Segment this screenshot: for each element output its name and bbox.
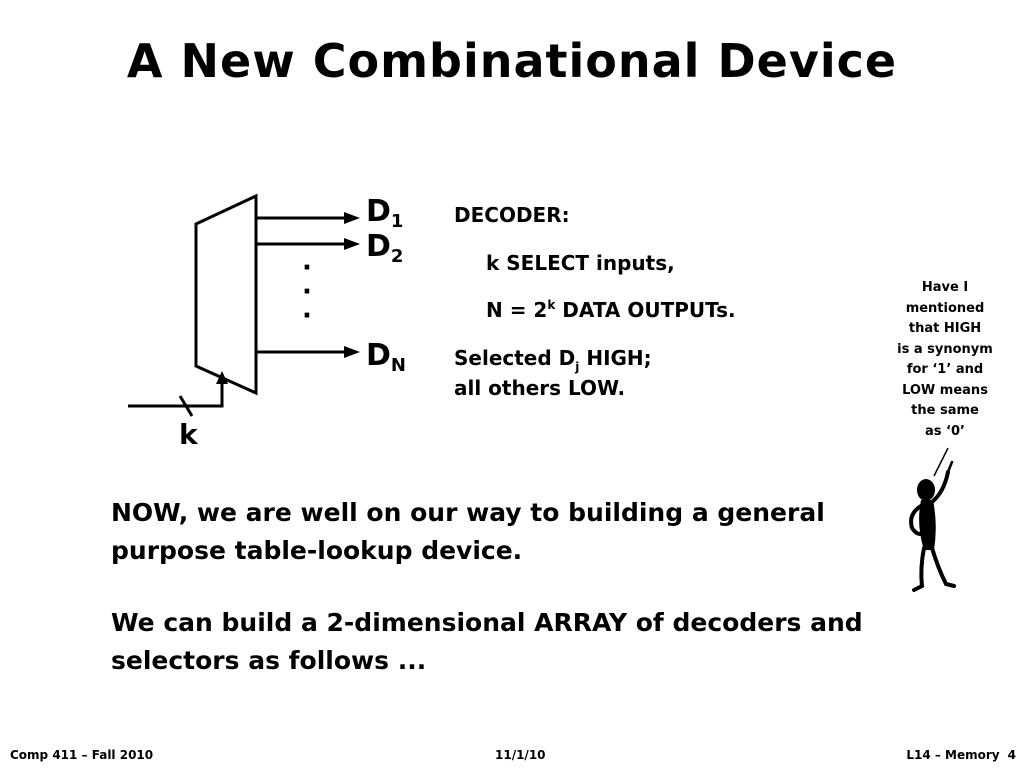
output-label-1: $D_1$	[366, 194, 404, 232]
select-label: k	[179, 418, 198, 451]
paragraph-now-line-1: NOW, we are well on our way to building a general	[111, 498, 825, 527]
decoder-line-select: k SELECT inputs,	[486, 251, 675, 275]
paragraph-now-line-2: purpose table-lookup device.	[111, 536, 523, 565]
footer-slide-info: L14 – Memory 4	[906, 748, 1016, 762]
ellipsis: · · ·	[302, 253, 312, 331]
footer-date: 11/1/10	[495, 748, 546, 762]
paragraph-array-line-1: We can build a 2-dimensional ARRAY of decoders and	[111, 608, 863, 637]
paragraph-array-line-2: selectors as follows ...	[111, 646, 427, 675]
stick-figure-icon	[890, 440, 1000, 600]
paragraph-now	[111, 494, 825, 570]
speech-bubble-text: Have I mentioned that HIGH is a synonym for ‘1’ and LOW means the same as ‘0’	[897, 280, 993, 439]
output-label-2: $D_2$	[366, 229, 404, 267]
decoder-line-selected: Selected $D_j$ HIGH;	[454, 346, 652, 374]
decoder-line-others: all others LOW.	[454, 376, 626, 400]
select-input-line	[128, 371, 228, 416]
output-line-n	[256, 346, 360, 358]
slide-title: A New Combinational Device	[126, 34, 898, 88]
footer-course: Comp 411 – Fall 2010	[10, 748, 154, 762]
speech-pointer	[934, 448, 948, 476]
decoder-body	[196, 196, 256, 393]
decoder-line-outputs: $N = 2^k$ DATA OUTPUTs.	[486, 298, 736, 322]
page-number: 4	[1007, 748, 1016, 762]
paragraph-array	[111, 604, 863, 680]
output-line-2	[256, 238, 360, 250]
decoder-heading: DECODER:	[454, 203, 570, 227]
output-label-n: $D_N$	[366, 338, 406, 376]
output-line-1	[256, 212, 360, 224]
